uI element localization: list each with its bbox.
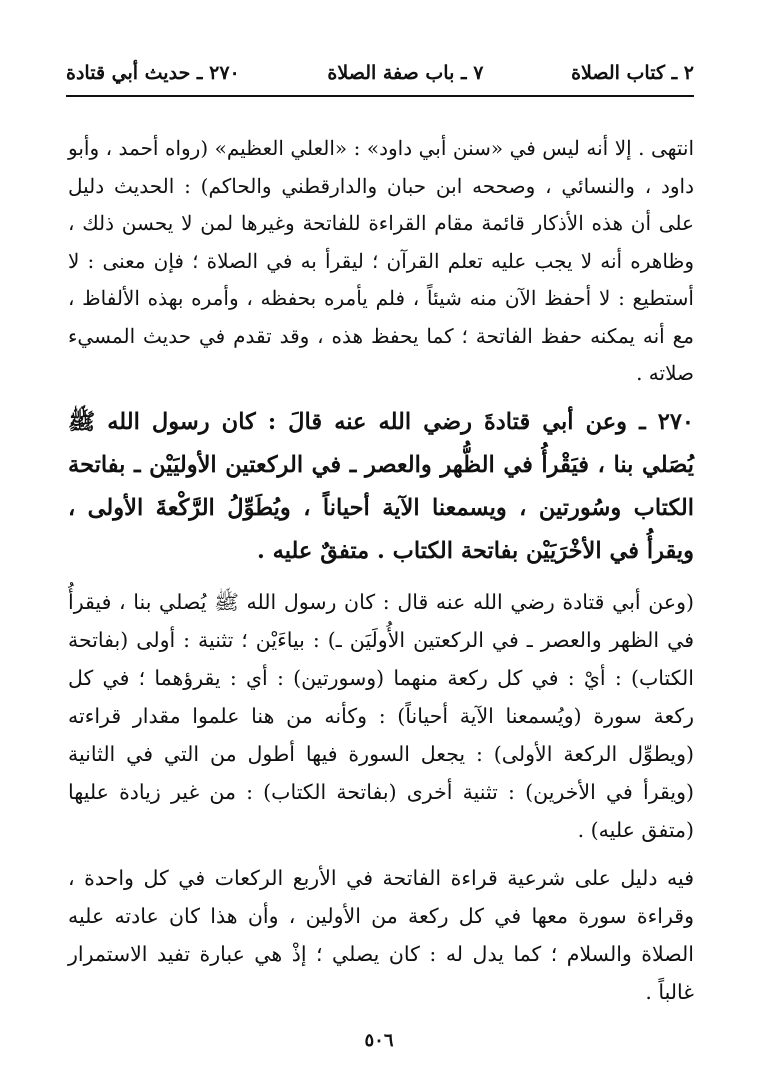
header-divider: [66, 95, 694, 97]
header-book-title: ٢ ـ كتاب الصلاة: [571, 62, 694, 84]
ruling-paragraph: فيه دليل على شرعية قراءة الفاتحة في الأربع الركعات في كل واحدة ، وقراءة سورة معها في كل ركعة من الأولين ، وأن هذا كان عادته عليه الصلاة والسلام ؛ كما يدل له : كان يصلي ؛ إذْ هي عبارة تفيد الاستمرار غالباً .: [68, 865, 694, 1004]
hadith-text: ٢٧٠ ـ وعن أبي قتادةَ رضي الله عنه قالَ : كان رسول الله ﷺ يُصَلي بنا ، فيَقْرأُ في الظُّهر والعصر ـ في الركعتين الأوليَيْن ـ بفاتحة الكتاب وسُورتين ، ويسمعنا الآية أحياناً ، ويُطَوِّلُ الرَّكْعةَ الأولى ، ويقرأُ في الأخْرَيَيْن بفاتحة الكتاب . متفقٌ عليه .: [68, 408, 694, 564]
header-hadith-ref: ٢٧٠ ـ حديث أبي قتادة: [66, 62, 240, 84]
commentary-paragraph: (وعن أبي قتادة رضي الله عنه قال : كان رسول الله ﷺ يُصلي بنا ، فيقرأُ في الظهر والعصر ـ في الركعتين الأُولَيَن ـ) : بياءَيْن ؛ تثنية : أولى (بفاتحة الكتاب) : أيْ : في كل ركعة منهما (وسورتين) : أي : يقرؤهما ؛ في كل ركعة سورة (ويُسمعنا الآية أحياناً) : وكأنه من هنا علموا مقدار قراءته (ويطوِّل الركعة الأولى) : يجعل السورة فيها أطول من التي في الثانية (ويقرأ في الأخرين) : تثنية أخرى (بفاتحة الكتاب) : من غير زيادة عليها (متفق عليه) .: [68, 589, 694, 842]
page-number: ٥٠٦: [364, 1030, 394, 1051]
header-chapter-title: ٧ ـ باب صفة الصلاة: [327, 62, 484, 84]
running-header: [66, 56, 694, 90]
intro-paragraph: انتهى . إلا أنه ليس في «سنن أبي داود» : «العلي العظيم» (رواه أحمد ، وأبو داود ، والنسائي ، وصححه ابن حبان والدارقطني والحاكم) : الحديث دليل على أن هذه الأذكار قائمة مقام القراءة للفاتحة وغيرها لمن لا يحسن ذلك ، وظاهره أنه لا يجب عليه تعلم القرآن ؛ ليقرأ به في الصلاة ؛ فإن معنى : لا أستطيع : لا أحفظ الآن منه شيئاً ، فلم يأمره بحفظه ، وأمره بهذه الألفاظ ، مع أنه يمكنه حفظ الفاتحة ؛ كما يحفظ هذه ، وقد تقدم في حديث المسيء صلاته .: [68, 136, 694, 385]
page-body: [68, 130, 694, 1011]
